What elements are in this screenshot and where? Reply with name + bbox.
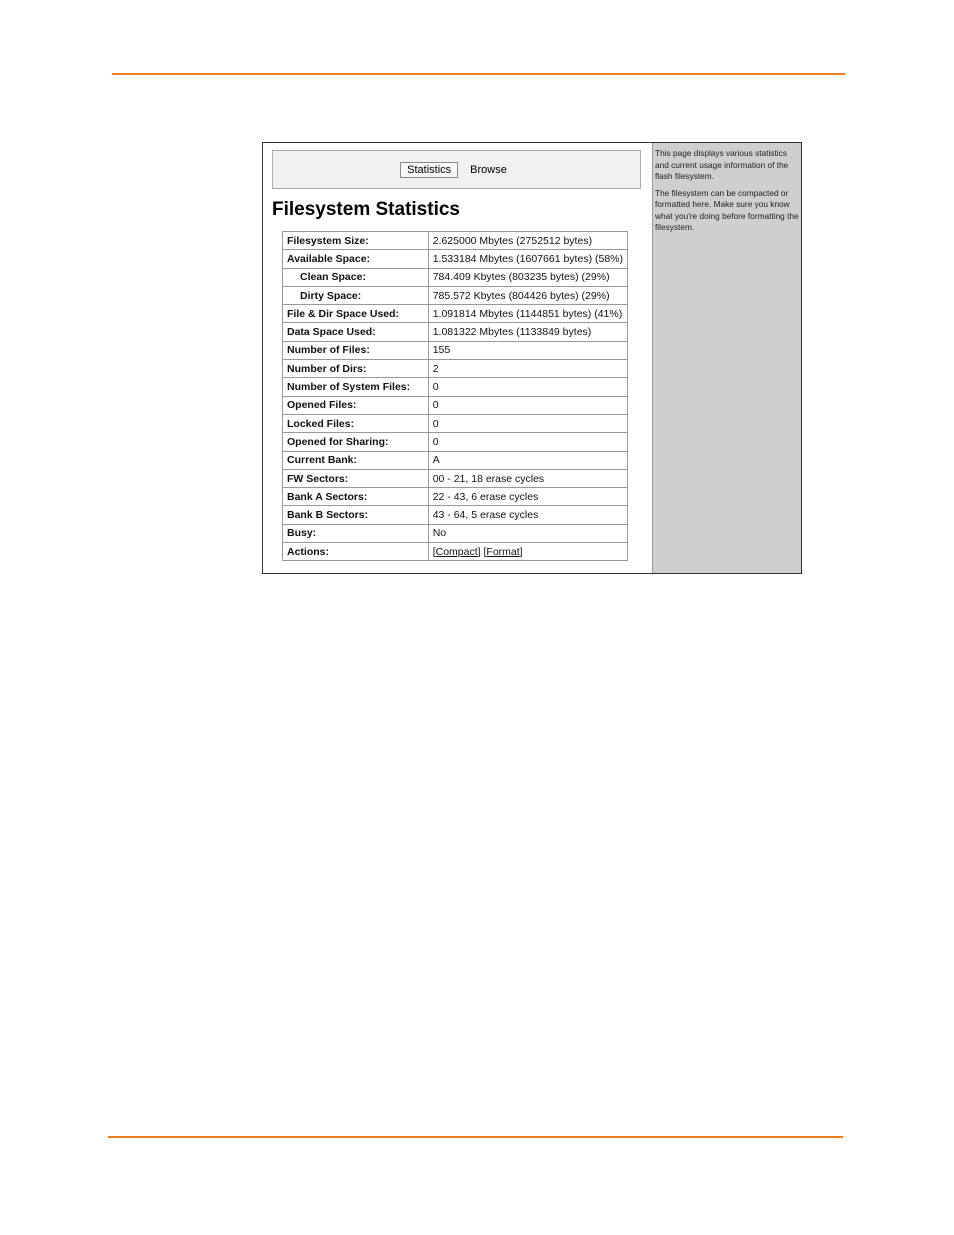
row-label: Number of Dirs: xyxy=(283,360,429,378)
row-value: 785.572 Kbytes (804426 bytes) (29%) xyxy=(428,286,627,304)
row-value: 0 xyxy=(428,396,627,414)
row-label: Busy: xyxy=(283,524,429,542)
row-value: 22 - 43, 6 erase cycles xyxy=(428,488,627,506)
row-value: 784.409 Kbytes (803235 bytes) (29%) xyxy=(428,268,627,286)
table-row xyxy=(283,341,628,359)
row-value: 0 xyxy=(428,378,627,396)
compact-link[interactable]: Compact xyxy=(435,545,478,558)
row-value: 1.091814 Mbytes (1144851 bytes) (41%) xyxy=(428,305,627,323)
table-row xyxy=(283,268,628,286)
row-value: 00 - 21, 18 erase cycles xyxy=(428,469,627,487)
row-label: Dirty Space: xyxy=(283,286,429,304)
row-label: Current Bank: xyxy=(283,451,429,469)
table-row xyxy=(283,250,628,268)
row-label: FW Sectors: xyxy=(283,469,429,487)
table-row xyxy=(283,378,628,396)
table-row xyxy=(283,414,628,432)
table-row xyxy=(283,433,628,451)
main-content xyxy=(263,143,652,573)
table-row xyxy=(283,396,628,414)
row-label: Bank B Sectors: xyxy=(283,506,429,524)
actions-cell: [Compact] [Format] xyxy=(428,543,627,561)
row-label: Available Space: xyxy=(283,250,429,268)
row-value: 1.081322 Mbytes (1133849 bytes) xyxy=(428,323,627,341)
row-value: No xyxy=(428,524,627,542)
nav-bar xyxy=(272,150,641,189)
table-row xyxy=(283,360,628,378)
web-page-frame xyxy=(262,142,802,574)
row-label: Number of Files: xyxy=(283,341,429,359)
help-sidebar xyxy=(652,143,801,573)
table-row xyxy=(283,469,628,487)
footer-rule xyxy=(108,1136,843,1138)
row-label: Data Space Used: xyxy=(283,323,429,341)
row-label: Opened for Sharing: xyxy=(283,433,429,451)
row-label: Opened Files: xyxy=(283,396,429,414)
row-label: File & Dir Space Used: xyxy=(283,305,429,323)
row-label: Actions: xyxy=(283,543,429,561)
help-text: The filesystem can be compacted or formatted here. Make sure you know what you're doing before formatting the filesystem. xyxy=(655,187,799,232)
row-value: 2.625000 Mbytes (2752512 bytes) xyxy=(428,232,627,250)
actions-row xyxy=(283,543,628,561)
row-label: Clean Space: xyxy=(283,268,429,286)
table-row xyxy=(283,305,628,323)
table-row xyxy=(283,232,628,250)
row-value: 155 xyxy=(428,341,627,359)
tab-statistics[interactable]: Statistics xyxy=(400,162,458,178)
table-row xyxy=(283,488,628,506)
row-value: 2 xyxy=(428,360,627,378)
help-text: This page displays various statistics and current usage information of the flash filesystem. xyxy=(655,148,789,181)
row-label: Filesystem Size: xyxy=(283,232,429,250)
format-link[interactable]: Format xyxy=(486,545,520,558)
row-value: 1.533184 Mbytes (1607661 bytes) (58%) xyxy=(428,250,627,268)
stats-table xyxy=(282,231,628,561)
header-rule xyxy=(112,73,845,75)
row-value: A xyxy=(428,451,627,469)
row-label: Number of System Files: xyxy=(283,378,429,396)
table-row xyxy=(283,323,628,341)
row-value: 0 xyxy=(428,433,627,451)
table-row xyxy=(283,506,628,524)
row-label: Locked Files: xyxy=(283,414,429,432)
page-title: Filesystem Statistics xyxy=(272,199,460,220)
tab-browse[interactable]: Browse xyxy=(470,163,507,176)
table-row xyxy=(283,451,628,469)
row-value: 0 xyxy=(428,414,627,432)
row-label: Bank A Sectors: xyxy=(283,488,429,506)
row-value: 43 - 64, 5 erase cycles xyxy=(428,506,627,524)
table-row xyxy=(283,286,628,304)
table-row xyxy=(283,524,628,542)
